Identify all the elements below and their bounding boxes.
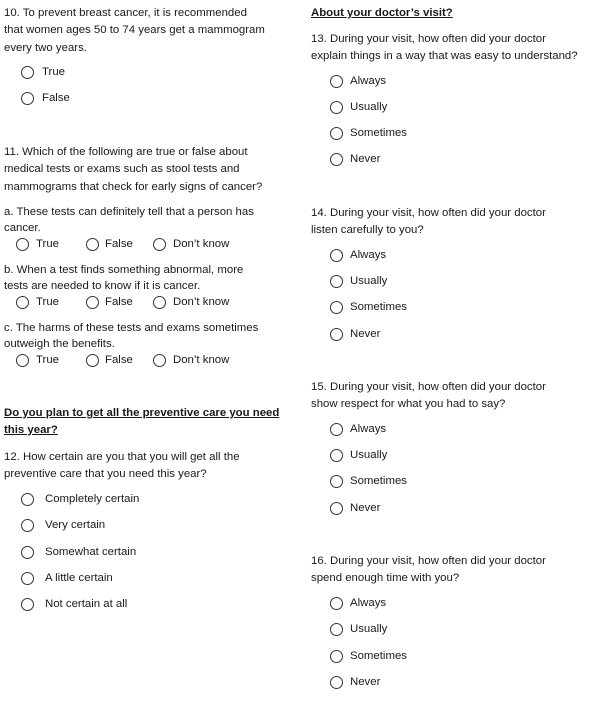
q15-radio-usually[interactable]: [330, 449, 343, 462]
q14-text-line-1: 14. During your visit, how often did your doctor: [311, 207, 546, 219]
q15-radio-sometimes[interactable]: [330, 475, 343, 488]
preventive-section-heading-line-2: this year?: [4, 424, 58, 436]
q11a-radio-dont-know[interactable]: [153, 238, 166, 251]
q12-radio-not-certain[interactable]: [21, 598, 34, 611]
q12-text-line-1: 12. How certain are you that you will get all the: [4, 451, 240, 463]
q11c-text-line-2: outweigh the benefits.: [4, 338, 115, 350]
q15-text-line-1: 15. During your visit, how often did your doctor: [311, 381, 546, 393]
q11a-radio-false[interactable]: [86, 238, 99, 251]
q11a-text-line-2: cancer.: [4, 222, 41, 234]
q10-text-line-1: 10. To prevent breast cancer, it is recommended: [4, 7, 247, 19]
q12-option-not-certain: Not certain at all: [45, 598, 128, 610]
q12-option-very-certain: Very certain: [45, 519, 106, 531]
q10-text-line-2: that women ages 50 to 74 years get a mammogram: [4, 24, 265, 36]
q11c-option-false: False: [105, 354, 133, 366]
q15-option-never: Never: [350, 502, 381, 514]
q14-text-line-2: listen carefully to you?: [311, 224, 424, 236]
q16-text-line-1: 16. During your visit, how often did your doctor: [311, 555, 546, 567]
q13-option-always: Always: [350, 75, 387, 87]
q12-option-somewhat-certain: Somewhat certain: [45, 546, 137, 558]
q15-radio-never[interactable]: [330, 502, 343, 515]
q12-radio-somewhat-certain[interactable]: [21, 546, 34, 559]
q16-option-sometimes: Sometimes: [350, 650, 407, 662]
q16-option-always: Always: [350, 597, 387, 609]
q16-radio-usually[interactable]: [330, 623, 343, 636]
q11c-radio-true[interactable]: [16, 354, 29, 367]
q11a-radio-true[interactable]: [16, 238, 29, 251]
q14-radio-usually[interactable]: [330, 275, 343, 288]
q16-radio-never[interactable]: [330, 676, 343, 689]
q12-option-a-little-certain: A little certain: [45, 572, 113, 584]
q10-text-line-3: every two years.: [4, 42, 87, 54]
q13-text-line-2: explain things in a way that was easy to understand?: [311, 50, 578, 62]
q11-text-line-2: medical tests or exams such as stool tests and: [4, 163, 240, 175]
q11b-option-true: True: [36, 296, 59, 308]
preventive-section-heading-line-1: Do you plan to get all the preventive care you need: [4, 407, 280, 419]
q11-text-line-1: 11. Which of the following are true or false about: [4, 146, 248, 158]
q12-radio-very-certain[interactable]: [21, 519, 34, 532]
q14-radio-always[interactable]: [330, 249, 343, 262]
q14-option-sometimes: Sometimes: [350, 301, 407, 313]
q11c-radio-false[interactable]: [86, 354, 99, 367]
q11c-radio-dont-know[interactable]: [153, 354, 166, 367]
q11b-radio-true[interactable]: [16, 296, 29, 309]
q11c-text-line-1: c. The harms of these tests and exams sometimes: [4, 322, 259, 334]
q15-radio-always[interactable]: [330, 423, 343, 436]
q13-text-line-1: 13. During your visit, how often did your doctor: [311, 33, 546, 45]
q16-text-line-2: spend enough time with you?: [311, 572, 460, 584]
q16-radio-always[interactable]: [330, 597, 343, 610]
q14-option-always: Always: [350, 249, 387, 261]
q16-option-usually: Usually: [350, 623, 388, 635]
visit-section-heading: About your doctor’s visit?: [311, 7, 453, 19]
q12-radio-a-little-certain[interactable]: [21, 572, 34, 585]
q12-option-completely-certain: Completely certain: [45, 493, 140, 505]
q16-radio-sometimes[interactable]: [330, 650, 343, 663]
q11c-option-true: True: [36, 354, 59, 366]
q11c-option-dont-know: Don’t know: [173, 354, 230, 366]
q13-option-never: Never: [350, 153, 381, 165]
q15-text-line-2: show respect for what you had to say?: [311, 398, 506, 410]
q16-option-never: Never: [350, 676, 381, 688]
q13-option-sometimes: Sometimes: [350, 127, 407, 139]
q11b-text-line-2: tests are needed to know if it is cancer.: [4, 280, 201, 292]
q13-radio-never[interactable]: [330, 153, 343, 166]
q13-radio-always[interactable]: [330, 75, 343, 88]
q11a-option-true: True: [36, 238, 59, 250]
q13-radio-sometimes[interactable]: [330, 127, 343, 140]
q11a-text-line-1: a. These tests can definitely tell that a person has: [4, 206, 254, 218]
q10-radio-true[interactable]: [21, 66, 34, 79]
q14-radio-sometimes[interactable]: [330, 301, 343, 314]
q12-radio-completely-certain[interactable]: [21, 493, 34, 506]
q15-option-always: Always: [350, 423, 387, 435]
q11a-option-dont-know: Don’t know: [173, 238, 230, 250]
q14-radio-never[interactable]: [330, 328, 343, 341]
q12-text-line-2: preventive care that you need this year?: [4, 468, 207, 480]
q11-text-line-3: mammograms that check for early signs of cancer?: [4, 181, 263, 193]
q13-option-usually: Usually: [350, 101, 388, 113]
q14-option-usually: Usually: [350, 275, 388, 287]
q10-option-true: True: [42, 66, 65, 78]
q10-radio-false[interactable]: [21, 92, 34, 105]
q15-option-usually: Usually: [350, 449, 388, 461]
q11b-radio-false[interactable]: [86, 296, 99, 309]
q11a-option-false: False: [105, 238, 133, 250]
q11b-radio-dont-know[interactable]: [153, 296, 166, 309]
q11b-option-false: False: [105, 296, 133, 308]
q13-radio-usually[interactable]: [330, 101, 343, 114]
q14-option-never: Never: [350, 328, 381, 340]
q11b-option-dont-know: Don’t know: [173, 296, 230, 308]
q11b-text-line-1: b. When a test finds something abnormal, more: [4, 264, 244, 276]
q10-option-false: False: [42, 92, 70, 104]
q15-option-sometimes: Sometimes: [350, 475, 407, 487]
